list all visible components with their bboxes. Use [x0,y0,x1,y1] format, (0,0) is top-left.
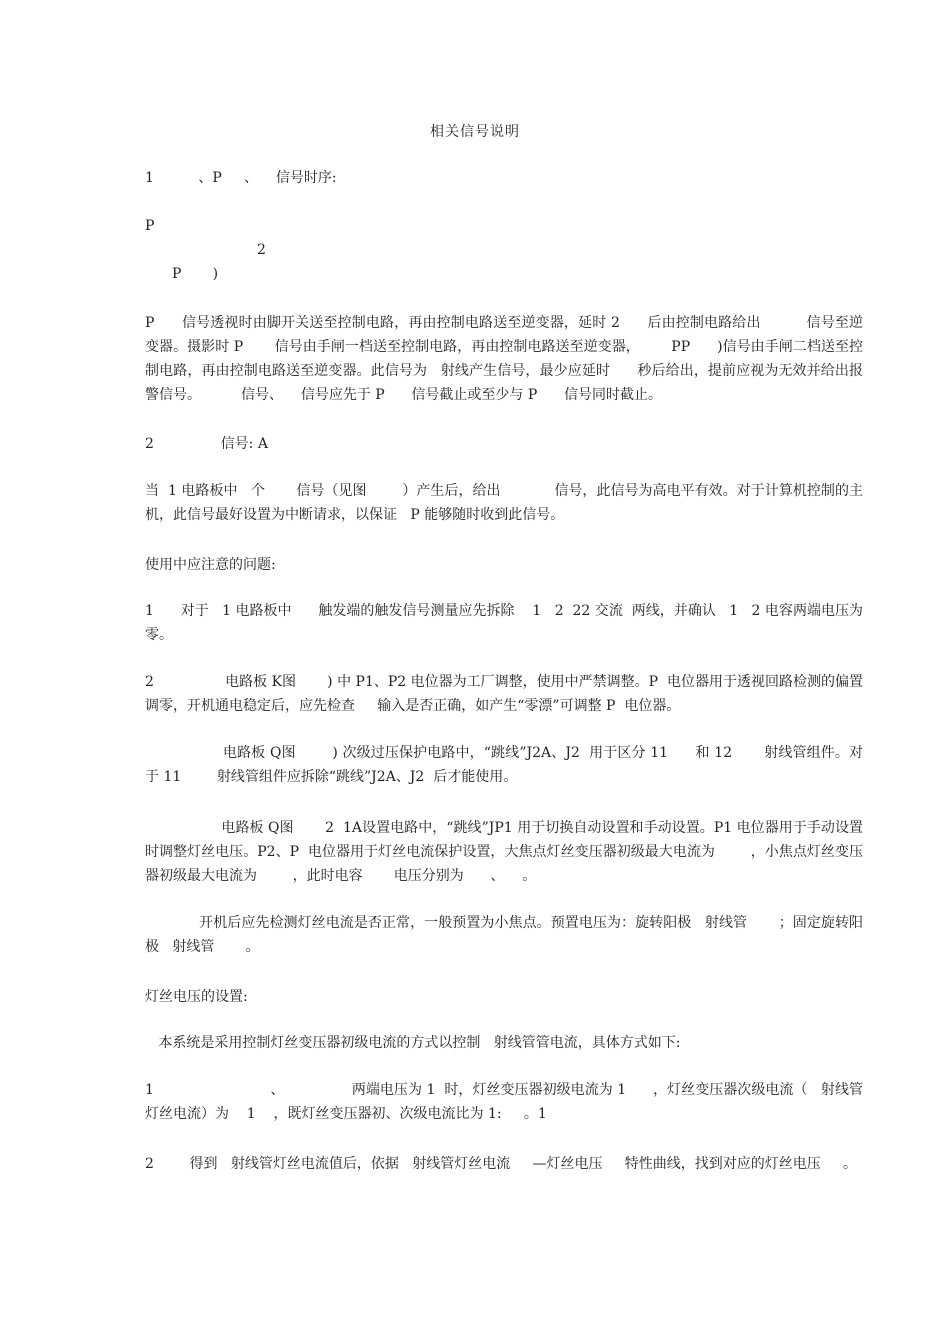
note-5: 开机后应先检测灯丝电流是否正常，一般预置为小焦点。预置电压为：旋转阳极 射线管 ；固定旋转阳极 射线管 。 [145,915,864,955]
note-3: 电路板 Q图 ) 次级过压保护电路中，“跳线”J2A、J2 用于区分 11 和 12 射线管组件。对于 11 射线管组件应拆除“跳线”J2A、J2 后才能使用。 [145,745,864,785]
filament-step-2: 2 得到 射线管灯丝电流值后，依据 射线管灯丝电流 —灯丝电压 特性曲线，找到对应的灯丝电压 。 [145,1156,857,1172]
note-2: 2 电路板 K图 ) 中 P1、P2 电位器为工厂调整，使用中严禁调整。P 电位器用于透视回路检测的偏置调零，开机通电稳定后，应先检查 输入是否正确，如产生“零漂”可调整 P 电位器。 [145,674,863,714]
note-1: 1 对于 1 电路板中 触发端的触发信号测量应先拆除 1 2 22 交流 两线，并确认 1 2 电容两端电压为零。 [145,603,863,643]
filament-heading: 灯丝电压的设置: [145,989,248,1005]
filament-step-1: 1 、 两端电压为 1 时，灯丝变压器初级电流为 1 ，灯丝变压器次级电流（ 射线管灯丝电流）为 1 ，既灯丝变压器初、次级电流比为 1: 。1 [145,1082,863,1122]
paragraph-signal-a: 当 1 电路板中 个 信号（见图 ）产生后，给出 信号，此信号为高电平有效。对于计算机控制的主机，此信号最好设置为中断请求，以保证 P 能够随时收到此信号。 [145,483,863,523]
paragraph-signal-timing: P 信号透视时由脚开关送至控制电路，再由控制电路送至逆变器，延时 2 后由控制电路给出 信号至逆变器。摄影时 P 信号由手闸一档送至控制电路，再由控制电路送至逆变器， PP )信号由手闸二档送至控制电路，再由控制电路送至逆变器。此信号为 射线产生信号，最少应延时 秒后给出，提前应视为无效并给出报警信号。 信号、 信号应先于 P 信号截止或至少与 P 信号同时截止。 [145,315,863,403]
timing-diagram-label-pp: P ) [172,266,219,282]
note-4: 电路板 Q图 2 1A设置电路中，“跳线”JP1 用于切换自动设置和手动设置。P1 电位器用于手动设置时调整灯丝电压。P2、P 电位器用于灯丝电流保护设置，大焦点灯丝变压器初级最大电流为 ，小焦点灯丝变压器初级最大电流为 ，此时电容 电压分别为 、 。 [145,820,863,884]
timing-diagram-label-2: 2 [257,242,266,258]
filament-intro: 本系统是采用控制灯丝变压器初级电流的方式以控制 射线管管电流，具体方式如下: [145,1035,681,1051]
page-title: 相关信号说明 [430,124,520,140]
timing-diagram-label-p: P [145,218,155,234]
section-1-heading: 1 、P 、 信号时序: [145,170,337,186]
section-2-heading: 2 信号: A [145,436,268,452]
notes-heading: 使用中应注意的问题: [145,557,276,573]
